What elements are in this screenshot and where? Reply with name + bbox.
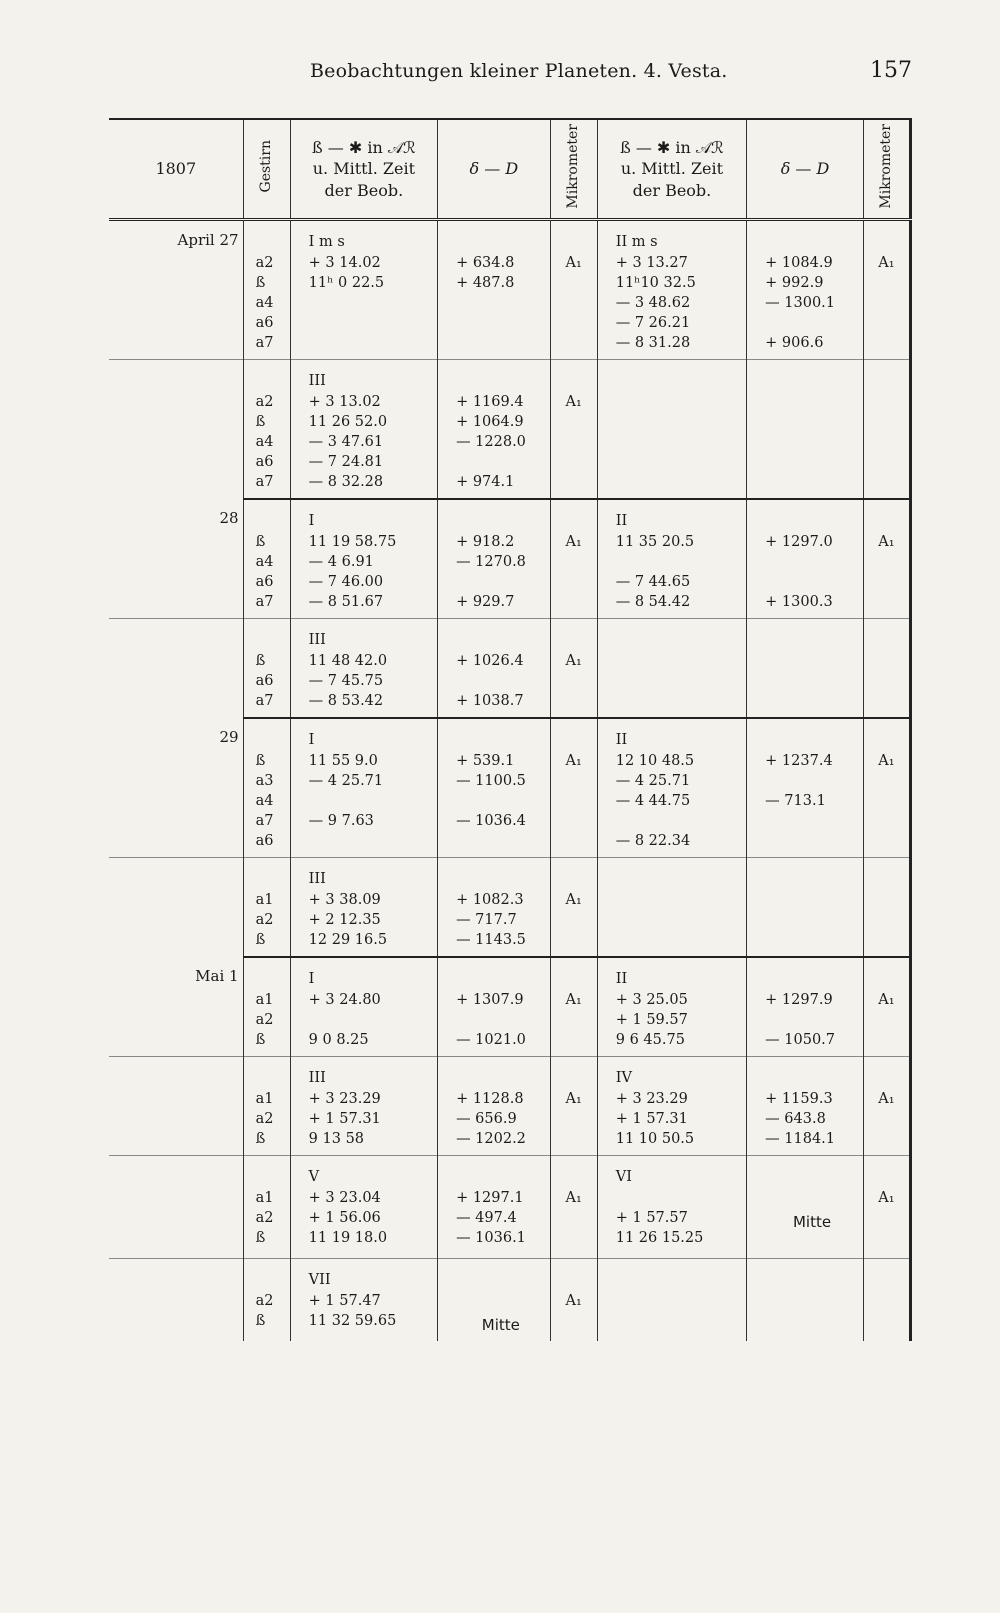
gestirn-cell — [243, 1057, 290, 1156]
star-label: ß — [255, 1032, 266, 1048]
time-cell — [290, 1259, 437, 1342]
mikrometer-cell — [550, 957, 597, 1057]
mikrometer-cell — [550, 718, 597, 858]
delta-cell — [438, 360, 551, 500]
series-numeral: II — [615, 513, 628, 529]
time-cell-2 — [597, 858, 746, 958]
gestirn-cell — [243, 360, 290, 500]
time-value: — 4 25.71 — [615, 773, 691, 789]
gestirn-cell — [243, 718, 290, 858]
time-value: + 1 56.06 — [308, 1210, 381, 1226]
delta-cell — [438, 1259, 551, 1342]
delta-value: + 974.1 — [456, 474, 515, 490]
mikrometer-value: A₁ — [878, 1190, 895, 1206]
time-cell-2 — [597, 1156, 746, 1259]
time-value: — 8 53.42 — [308, 693, 384, 709]
star-label: ß — [255, 653, 266, 669]
delta-cell-2 — [747, 1259, 864, 1342]
time-value: + 1 57.31 — [308, 1111, 381, 1127]
time-value: + 3 23.29 — [615, 1091, 688, 1107]
delta-value — [751, 831, 859, 851]
delta-value — [442, 671, 546, 691]
star-label: ß — [255, 1313, 266, 1329]
delta-value: + 1300.3 — [765, 594, 833, 610]
mikrometer-cell-2 — [863, 718, 910, 858]
mikrometer-value: A₁ — [565, 394, 582, 410]
star-label: a3 — [255, 773, 274, 789]
mikrometer-value: A₁ — [878, 992, 895, 1008]
time-value: — 7 24.81 — [308, 454, 384, 470]
table-row — [109, 858, 911, 958]
header-diff-time-2: ß — ✱ in 𝒜ℛ u. Mittl. Zeit der Beob. — [597, 119, 746, 220]
series-numeral: I m s — [308, 234, 345, 250]
time-value: + 3 14.02 — [308, 255, 381, 271]
table-row — [109, 1057, 911, 1156]
star-label: ß — [255, 932, 266, 948]
series-numeral: III — [308, 1070, 326, 1086]
time-value: 11 19 18.0 — [308, 1230, 388, 1246]
table-row — [109, 1259, 911, 1342]
time-cell — [290, 858, 437, 958]
delta-value: + 1082.3 — [456, 892, 524, 908]
time-value — [295, 1010, 433, 1030]
delta-value: + 1297.9 — [765, 992, 833, 1008]
date-cell: April 27 — [177, 231, 239, 249]
gestirn-cell — [243, 499, 290, 619]
time-value: — 7 46.00 — [308, 574, 384, 590]
time-value: + 3 25.05 — [615, 992, 688, 1008]
series-numeral: II — [615, 732, 628, 748]
delta-value: — 1050.7 — [765, 1032, 836, 1048]
observation-table — [109, 118, 912, 1341]
star-label: ß — [255, 1131, 266, 1147]
delta-value — [442, 293, 546, 313]
time-value — [295, 791, 433, 811]
mikrometer-value: A₁ — [565, 1091, 582, 1107]
delta-cell-2 — [747, 619, 864, 719]
date-cell: 28 — [219, 509, 239, 527]
time-cell-2 — [597, 718, 746, 858]
star-label: a2 — [255, 1111, 274, 1127]
table-row — [109, 499, 911, 619]
mikrometer-value: A₁ — [878, 753, 895, 769]
time-value — [295, 313, 433, 333]
delta-cell — [438, 619, 551, 719]
delta-value: — 1100.5 — [456, 773, 526, 789]
time-value: — 8 22.34 — [615, 833, 691, 849]
mikrometer-cell — [550, 858, 597, 958]
mikrometer-value: A₁ — [565, 534, 582, 550]
mikrometer-cell-2 — [863, 957, 910, 1057]
series-numeral: II m s — [615, 234, 658, 250]
delta-value: — 1228.0 — [456, 434, 526, 450]
header-gestirn: Gestirn — [243, 119, 290, 220]
time-value: — 3 47.61 — [308, 434, 384, 450]
time-cell — [290, 499, 437, 619]
delta-value: — 497.4 — [456, 1210, 517, 1226]
delta-cell-2 — [747, 957, 864, 1057]
time-cell — [290, 718, 437, 858]
time-value: — 7 26.21 — [615, 315, 691, 331]
star-label: a4 — [255, 295, 274, 311]
delta-value: + 539.1 — [456, 753, 515, 769]
time-value: — 4 25.71 — [308, 773, 384, 789]
star-label: ß — [255, 414, 266, 430]
star-label: a4 — [255, 554, 274, 570]
star-label: ß — [255, 534, 266, 550]
delta-value — [442, 452, 546, 472]
star-label: a6 — [255, 315, 274, 331]
star-label: ß — [255, 1230, 266, 1246]
delta-value — [442, 333, 546, 353]
time-value: 12 10 48.5 — [615, 753, 695, 769]
time-value: 11 26 15.25 — [615, 1230, 704, 1246]
delta-value: + 1026.4 — [456, 653, 524, 669]
delta-value: — 1021.0 — [456, 1032, 526, 1048]
header-diff-time: ß — ✱ in 𝒜ℛ u. Mittl. Zeit der Beob. — [290, 119, 437, 220]
mikrometer-value: A₁ — [565, 1293, 582, 1309]
page-header — [120, 60, 912, 90]
delta-value — [442, 572, 546, 592]
star-label: a2 — [255, 1012, 274, 1028]
star-label: a2 — [255, 255, 274, 271]
date-cell — [109, 619, 243, 719]
mikrometer-value: A₁ — [565, 892, 582, 908]
star-label: a2 — [255, 394, 274, 410]
gestirn-cell — [243, 1156, 290, 1259]
star-label: a1 — [255, 892, 274, 908]
time-value: 11ʰ 0 22.5 — [308, 275, 385, 291]
delta-value: — 1036.4 — [456, 813, 526, 829]
time-value: — 4 6.91 — [308, 554, 374, 570]
delta-value — [751, 1188, 859, 1208]
time-cell — [290, 619, 437, 719]
time-value: 11 32 59.65 — [308, 1313, 397, 1329]
table-row — [109, 360, 911, 500]
delta-value — [442, 791, 546, 811]
mikrometer-value: A₁ — [878, 1091, 895, 1107]
time-value: 9 0 8.25 — [308, 1032, 369, 1048]
mikrometer-cell — [550, 220, 597, 360]
time-value: — 3 48.62 — [615, 295, 691, 311]
delta-cell — [438, 1156, 551, 1259]
page-number: 157 — [870, 58, 912, 83]
time-value: + 1 57.47 — [308, 1293, 381, 1309]
header-mikrometer-2: Mikrometer — [863, 119, 910, 220]
date-cell — [109, 1057, 243, 1156]
delta-cell-2 — [747, 499, 864, 619]
time-value: 11 26 52.0 — [308, 414, 388, 430]
time-value — [295, 333, 433, 353]
time-value — [602, 552, 742, 572]
delta-value — [442, 1010, 546, 1030]
time-value: — 8 31.28 — [615, 335, 691, 351]
mikrometer-cell-2 — [863, 1259, 910, 1342]
date-cell — [109, 858, 243, 958]
delta-cell-2 — [747, 718, 864, 858]
delta-value: + 1297.1 — [456, 1190, 524, 1206]
delta-value: — 1036.1 — [456, 1230, 526, 1246]
delta-cell — [438, 957, 551, 1057]
star-label: a2 — [255, 1293, 274, 1309]
gestirn-cell — [243, 957, 290, 1057]
delta-value — [751, 552, 859, 572]
mikrometer-cell — [550, 1156, 597, 1259]
series-numeral: III — [308, 632, 326, 648]
delta-value: — 1143.5 — [456, 932, 526, 948]
star-label: a1 — [255, 1190, 274, 1206]
star-label: a7 — [255, 693, 274, 709]
star-label: a6 — [255, 574, 274, 590]
time-value: — 7 44.65 — [615, 574, 691, 590]
time-value: + 3 23.04 — [308, 1190, 381, 1206]
time-value: 11 35 20.5 — [615, 534, 695, 550]
time-value — [602, 811, 742, 831]
star-label: a4 — [255, 793, 274, 809]
time-value: + 1 59.57 — [615, 1012, 688, 1028]
delta-value — [442, 831, 546, 851]
table-row — [109, 619, 911, 719]
star-label: a2 — [255, 912, 274, 928]
mikrometer-value: A₁ — [565, 653, 582, 669]
delta-value: + 929.7 — [456, 594, 515, 610]
header-mikrometer: Mikrometer — [550, 119, 597, 220]
star-label: a7 — [255, 813, 274, 829]
series-numeral: I — [308, 513, 315, 529]
delta-value: + 1159.3 — [765, 1091, 833, 1107]
delta-value: — 1202.2 — [456, 1131, 526, 1147]
time-value: + 1 57.31 — [615, 1111, 688, 1127]
star-label: a4 — [255, 434, 274, 450]
mikrometer-value: A₁ — [878, 534, 895, 550]
delta-cell — [438, 858, 551, 958]
delta-value: — 656.9 — [456, 1111, 517, 1127]
mikrometer-cell-2 — [863, 499, 910, 619]
gestirn-cell — [243, 220, 290, 360]
star-label: a6 — [255, 833, 274, 849]
delta-cell-2 — [747, 360, 864, 500]
series-numeral: V — [308, 1169, 320, 1185]
delta-value: + 1307.9 — [456, 992, 524, 1008]
mikrometer-value: A₁ — [565, 992, 582, 1008]
header-year: 1807 — [109, 119, 243, 220]
time-cell — [290, 1057, 437, 1156]
table-row — [109, 1156, 911, 1259]
table-row — [109, 220, 911, 360]
time-cell — [290, 360, 437, 500]
delta-value: — 643.8 — [765, 1111, 826, 1127]
date-cell: Mai 1 — [195, 967, 239, 985]
time-cell — [290, 957, 437, 1057]
time-value — [295, 293, 433, 313]
time-value — [602, 1188, 742, 1208]
delta-value: + 992.9 — [765, 275, 824, 291]
table-row — [109, 718, 911, 858]
mikrometer-cell — [550, 1259, 597, 1342]
time-value: 9 13 58 — [308, 1131, 365, 1147]
delta-value — [751, 771, 859, 791]
star-label: a7 — [255, 335, 274, 351]
delta-cell — [438, 499, 551, 619]
mikrometer-cell — [550, 1057, 597, 1156]
mitte-label: Mitte — [792, 1213, 832, 1231]
mikrometer-cell-2 — [863, 858, 910, 958]
delta-value: — 713.1 — [765, 793, 826, 809]
table-body — [109, 220, 911, 1342]
time-value: + 2 12.35 — [308, 912, 381, 928]
mikrometer-cell-2 — [863, 360, 910, 500]
star-label: a6 — [255, 673, 274, 689]
mikrometer-cell-2 — [863, 1057, 910, 1156]
gestirn-cell — [243, 1259, 290, 1342]
delta-value: + 1128.8 — [456, 1091, 524, 1107]
delta-value — [442, 1291, 546, 1311]
series-numeral: III — [308, 373, 326, 389]
header-delta-2: δ — D — [747, 119, 864, 220]
table-row — [109, 957, 911, 1057]
delta-value: + 1038.7 — [456, 693, 524, 709]
series-numeral: III — [308, 871, 326, 887]
delta-value: + 1169.4 — [456, 394, 524, 410]
time-value: + 3 13.02 — [308, 394, 381, 410]
time-value: 11ʰ10 32.5 — [615, 275, 696, 291]
delta-value — [751, 811, 859, 831]
star-label: a7 — [255, 474, 274, 490]
mikrometer-value: A₁ — [565, 753, 582, 769]
mikrometer-cell — [550, 499, 597, 619]
delta-value: — 717.7 — [456, 912, 517, 928]
time-cell-2 — [597, 619, 746, 719]
time-value: + 3 24.80 — [308, 992, 381, 1008]
time-value: + 3 13.27 — [615, 255, 688, 271]
date-cell — [109, 360, 243, 500]
mikrometer-cell-2 — [863, 220, 910, 360]
series-numeral: VII — [308, 1272, 331, 1288]
delta-value — [751, 313, 859, 333]
time-value: 11 55 9.0 — [308, 753, 378, 769]
time-value: — 8 54.42 — [615, 594, 691, 610]
series-numeral: I — [308, 971, 315, 987]
delta-cell-2 — [747, 1057, 864, 1156]
star-label: a1 — [255, 992, 274, 1008]
gestirn-cell — [243, 619, 290, 719]
delta-value: + 487.8 — [456, 275, 515, 291]
delta-value: + 1237.4 — [765, 753, 833, 769]
delta-cell-2 — [747, 1156, 864, 1259]
star-label: a7 — [255, 594, 274, 610]
time-cell — [290, 220, 437, 360]
star-label: a1 — [255, 1091, 274, 1107]
time-cell — [290, 1156, 437, 1259]
delta-value: + 918.2 — [456, 534, 515, 550]
time-value: + 3 38.09 — [308, 892, 381, 908]
time-value: + 3 23.29 — [308, 1091, 381, 1107]
time-value: — 8 32.28 — [308, 474, 384, 490]
series-numeral: IV — [615, 1070, 632, 1086]
series-numeral: II — [615, 971, 628, 987]
delta-value: + 906.6 — [765, 335, 824, 351]
mikrometer-cell — [550, 619, 597, 719]
time-value — [295, 831, 433, 851]
delta-value — [751, 572, 859, 592]
time-value: — 4 44.75 — [615, 793, 691, 809]
time-value: 11 19 58.75 — [308, 534, 397, 550]
time-cell-2 — [597, 1057, 746, 1156]
running-title: Beobachtungen kleiner Planeten. 4. Vesta. — [310, 60, 728, 82]
time-value: + 1 57.57 — [615, 1210, 688, 1226]
mikrometer-cell-2 — [863, 1156, 910, 1259]
delta-value: — 1270.8 — [456, 554, 526, 570]
time-value: 11 48 42.0 — [308, 653, 388, 669]
star-label: ß — [255, 275, 266, 291]
time-cell-2 — [597, 360, 746, 500]
star-label: a6 — [255, 454, 274, 470]
time-value: — 9 7.63 — [308, 813, 374, 829]
mikrometer-value: A₁ — [565, 1190, 582, 1206]
date-cell — [109, 1156, 243, 1259]
delta-value — [751, 1232, 859, 1252]
table-header-row — [109, 119, 911, 220]
delta-value — [442, 313, 546, 333]
delta-value: + 1297.0 — [765, 534, 833, 550]
star-label: ß — [255, 753, 266, 769]
header-delta: δ — D — [438, 119, 551, 220]
delta-value: — 1300.1 — [765, 295, 836, 311]
mitte-label: Mitte — [481, 1316, 520, 1334]
star-label: a2 — [255, 1210, 274, 1226]
delta-cell-2 — [747, 220, 864, 360]
series-numeral: VI — [615, 1169, 632, 1185]
mikrometer-cell-2 — [863, 619, 910, 719]
mikrometer-value: A₁ — [878, 255, 895, 271]
time-value: 11 10 50.5 — [615, 1131, 695, 1147]
date-cell: 29 — [219, 728, 239, 746]
time-cell-2 — [597, 1259, 746, 1342]
delta-cell — [438, 1057, 551, 1156]
delta-cell — [438, 220, 551, 360]
time-cell-2 — [597, 499, 746, 619]
delta-value: + 1084.9 — [765, 255, 833, 271]
delta-value: + 1064.9 — [456, 414, 524, 430]
delta-value: — 1184.1 — [765, 1131, 836, 1147]
delta-value: + 634.8 — [456, 255, 515, 271]
time-value: — 8 51.67 — [308, 594, 384, 610]
time-value: 12 29 16.5 — [308, 932, 388, 948]
mikrometer-value: A₁ — [565, 255, 582, 271]
gestirn-cell — [243, 858, 290, 958]
series-numeral: I — [308, 732, 315, 748]
delta-cell — [438, 718, 551, 858]
date-cell — [109, 1259, 243, 1342]
delta-value — [751, 1010, 859, 1030]
time-cell-2 — [597, 220, 746, 360]
mikrometer-cell — [550, 360, 597, 500]
time-cell-2 — [597, 957, 746, 1057]
time-value: — 7 45.75 — [308, 673, 384, 689]
delta-cell-2 — [747, 858, 864, 958]
time-value: 9 6 45.75 — [615, 1032, 685, 1048]
